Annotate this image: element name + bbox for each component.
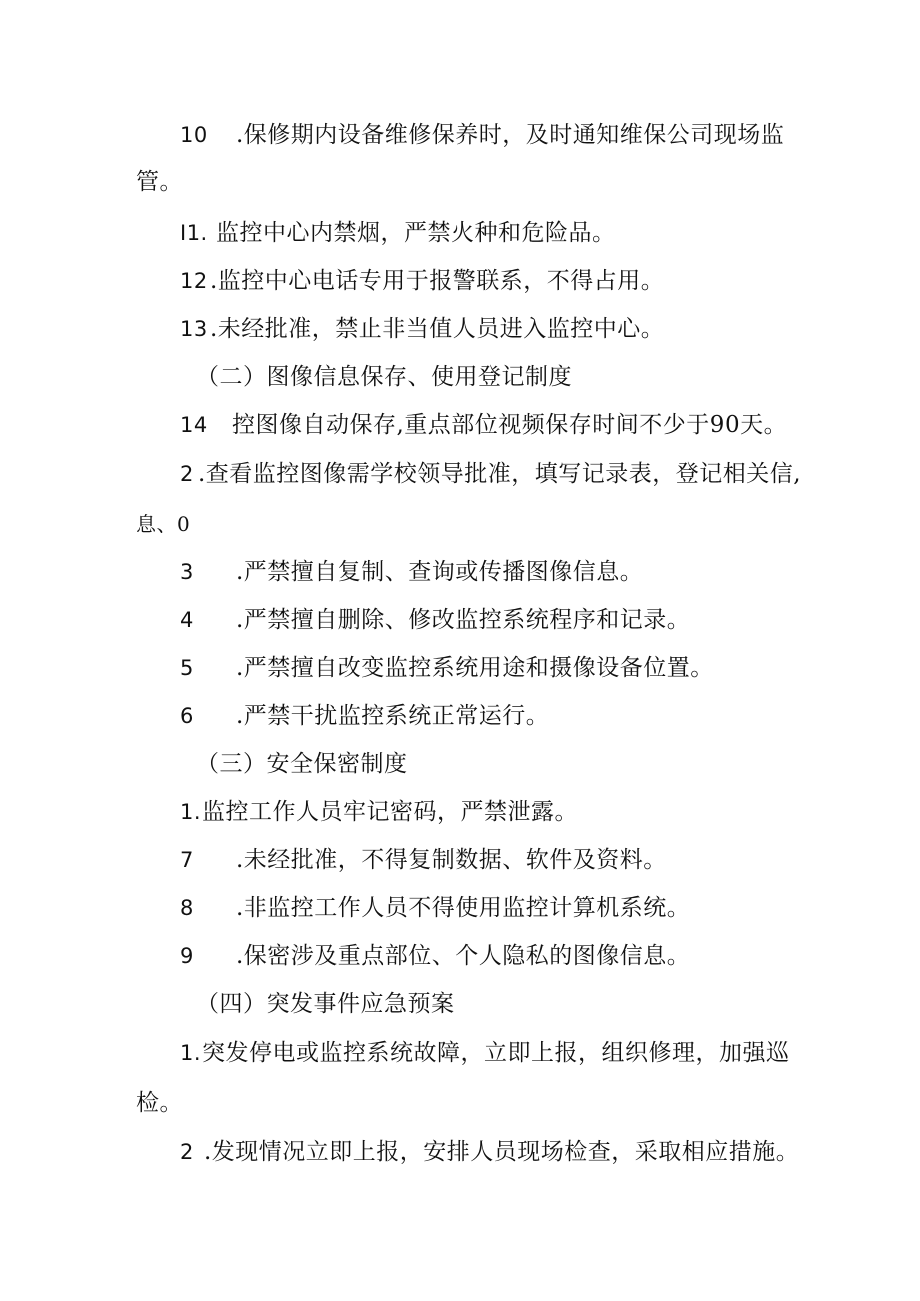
list-item [180,410,787,440]
item-text: .保密涉及重点部位、个人隐私的图像信息。 [236,943,691,969]
section-heading [196,362,572,392]
list-item [180,120,784,150]
item-text: .严禁干扰监控系统正常运行。 [236,703,550,729]
item-number: 3 [180,560,194,584]
list-item [180,605,690,635]
item-number: 8 [180,896,194,920]
list-item [180,845,667,875]
section-heading-text: （二）图像信息保存、使用登记制度 [196,364,572,390]
item-number: 2 [180,462,194,486]
item-text: .保修期内设备维修保养时，及时通知维保公司现场监 [236,122,785,148]
item-text: 息、0 [136,512,191,536]
item-number: 7 [180,848,194,872]
item-number: 1. [180,1041,202,1065]
list-item [180,797,578,827]
item-text: .严禁擅自复制、查询或传播图像信息。 [236,559,644,585]
section-heading-text: （三）安全保密制度 [196,751,408,777]
item-text: .非监控工作人员不得使用监控计算机系统。 [236,895,691,921]
item-number: 6 [180,704,194,728]
list-item [180,1137,799,1167]
item-number: 12 [180,269,208,293]
list-item-continuation [136,509,190,539]
item-text: .未经批准，不得复制数据、软件及资料。 [236,847,667,873]
list-item [180,653,714,683]
list-item-continuation [136,167,183,197]
item-number: 1. [180,800,202,824]
list-item [180,314,664,344]
section-heading-text: （四）突发事件应急预案 [196,991,455,1017]
item-text: 监控工作人员牢记密码，严禁泄露。 [202,799,578,825]
item-text: 检。 [136,1090,183,1116]
item-text: .监控中心电话专用于报警联系，不得占用。 [210,268,665,294]
list-item [180,941,690,971]
item-number: 13 [180,317,208,341]
list-item [180,1038,790,1068]
item-number: 9 [180,944,194,968]
item-text: 突发停电或监控系统故障，立即上报，组织修理，加强巡 [202,1040,790,1066]
item-text: .查看监控图像需学校领导批准，填写记录表，登记相关信, [198,461,802,487]
list-item [180,893,690,923]
item-number: 10 [180,123,208,147]
list-item [180,266,664,296]
item-number: 5 [180,656,194,680]
list-item [180,701,549,731]
section-heading [196,989,455,1019]
list-item [180,459,801,489]
item-text: 管。 [136,169,183,195]
item-text: .未经批准，禁止非当值人员进入监控中心。 [210,316,665,342]
item-text: .发现情况立即上报，安排人员现场检查，采取相应措施。 [204,1139,800,1165]
item-text: .严禁擅自改变监控系统用途和摄像设备位置。 [236,655,714,681]
list-item [180,557,643,587]
item-number: 4 [180,608,194,632]
item-number: 2 [180,1140,194,1164]
item-number: I1. [180,221,208,245]
section-heading [196,749,408,779]
item-text: 监控中心内禁烟，严禁火种和危险品。 [216,220,616,246]
list-item [180,218,616,248]
item-text: 控图像自动保存,重点部位视频保存时间不少于90天。 [232,412,788,438]
item-number: 14 [180,413,208,437]
list-item-continuation [136,1088,183,1118]
item-text: .严禁擅自删除、修改监控系统程序和记录。 [236,607,691,633]
